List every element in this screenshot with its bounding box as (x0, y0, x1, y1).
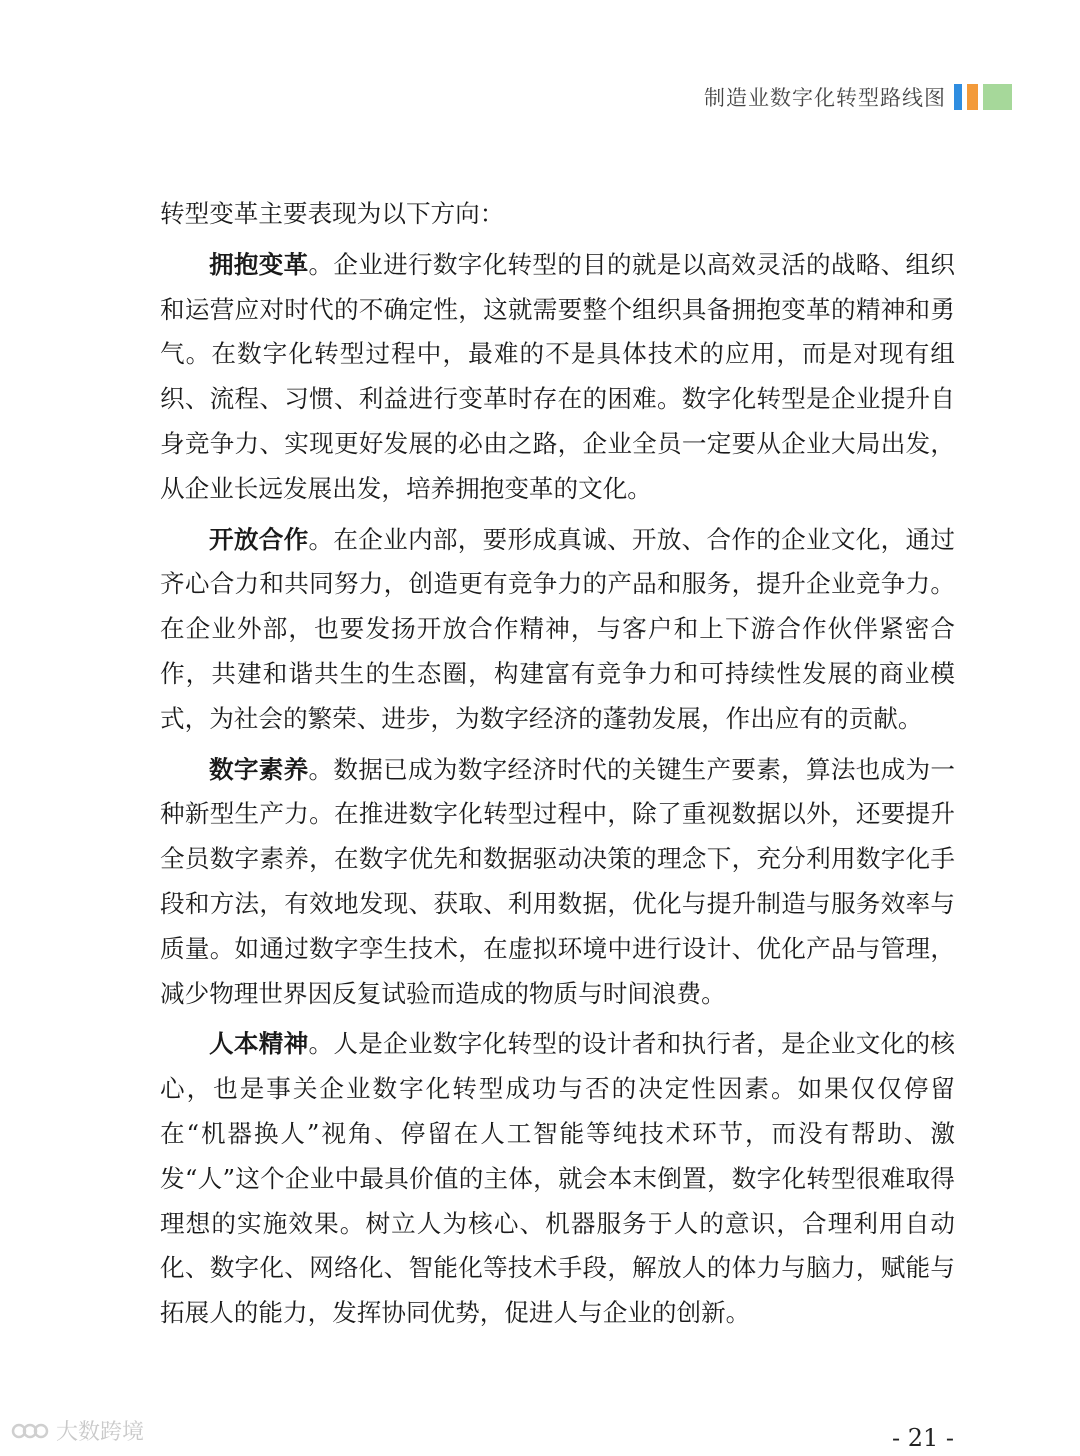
section-heading: 人本精神 (209, 1029, 309, 1059)
watermark-text: 大数跨境 (56, 1419, 145, 1445)
section-text: 。企业进行数字化转型的目的就是以高效灵活的战略、组织和运营应对时代的不确定性，这就需要整个组织具备拥抱变革的精神和勇气。在数字化转型过程中，最难的不是具体技术的应用，而是对现有组织、流程、习惯、利益进行变革时存在的困难。数字化转型是企业提升自身竞争力、实现更好发展的必由之路，企业全员一定要从企业大局出发，从企业长远发展出发，培养拥抱变革的文化。 (160, 249, 955, 503)
section-heading: 拥抱变革 (209, 249, 309, 279)
header-color-bar-blue (954, 84, 962, 110)
watermark (10, 1414, 144, 1446)
section-paragraph (160, 243, 955, 512)
header-color-bar-orange (967, 84, 978, 110)
running-header (0, 76, 1080, 116)
section-paragraph (160, 748, 955, 1017)
section-heading: 数字素养 (209, 754, 309, 784)
header-color-bar-green (983, 84, 1012, 110)
page-number: - 21 - (891, 1424, 954, 1452)
section-text: 。人是企业数字化转型的设计者和执行者，是企业文化的核心，也是事关企业数字化转型成功与否的决定性因素。如果仅仅停留在“机器换人”视角、停留在人工智能等纯技术环节，而没有帮助、激发“人”这个企业中最具价值的主体，就会本末倒置，数字化转型很难取得理想的实施效果。树立人为核心、机器服务于人的意识，合理利用自动化、数字化、网络化、智能化等技术手段，解放人的体力与脑力，赋能与拓展人的能力，发挥协同优势，促进人与企业的创新。 (160, 1029, 955, 1328)
watermark-logo-icon (10, 1417, 50, 1443)
section-paragraph (160, 518, 955, 742)
section-text: 。数据已成为数字经济时代的关键生产要素，算法也成为一种新型生产力。在推进数字化转型过程中，除了重视数据以外，还要提升全员数字素养，在数字优先和数据驱动决策的理念下，充分利用数字化手段和方法，有效地发现、获取、利用数据，优化与提升制造与服务效率与质量。如通过数字孪生技术，在虚拟环境中进行设计、优化产品与管理，减少物理世界因反复试验而造成的物质与时间浪费。 (160, 754, 955, 1008)
running-header-title: 制造业数字化转型路线图 (704, 86, 946, 110)
section-heading: 开放合作 (209, 524, 309, 554)
section-paragraph (160, 1022, 955, 1336)
intro-paragraph: 转型变革主要表现为以下方向： (160, 199, 505, 228)
page-body (160, 192, 955, 1342)
section-text: 。在企业内部，要形成真诚、开放、合作的企业文化，通过齐心合力和共同努力，创造更有竞争力的产品和服务，提升企业竞争力。在企业外部，也要发扬开放合作精神，与客户和上下游合作伙伴紧密合作，共建和谐共生的生态圈，构建富有竞争力和可持续性发展的商业模式，为社会的繁荣、进步，为数字经济的蓬勃发展，作出应有的贡献。 (160, 524, 955, 733)
